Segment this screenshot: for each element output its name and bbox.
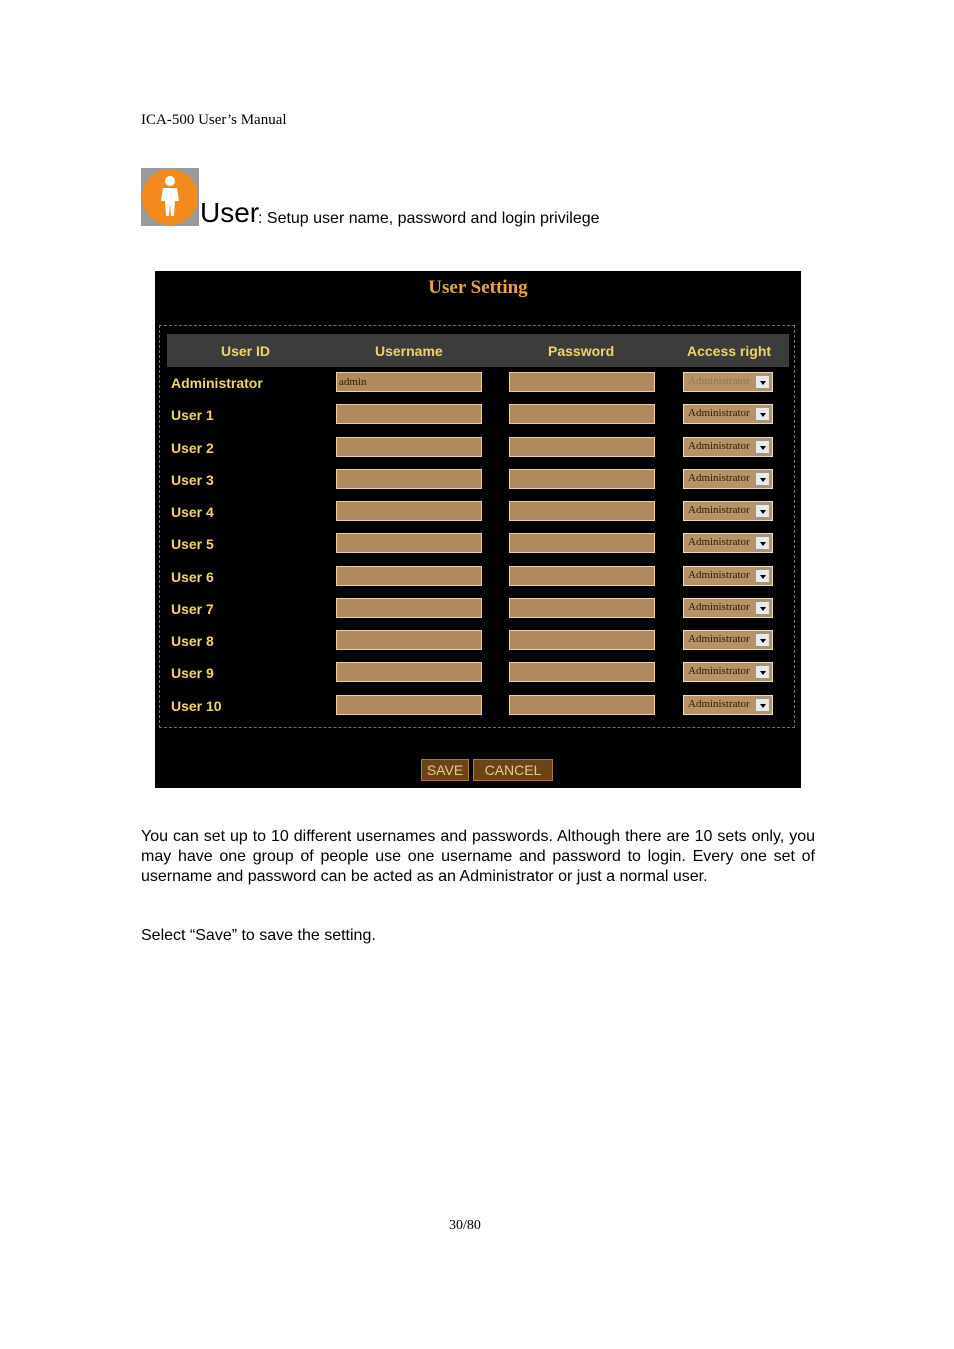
panel-title: User Setting [428,277,528,298]
section-title: User [200,197,260,228]
access-right-value: Administrator [688,536,750,548]
access-right-select[interactable] [683,598,773,618]
dropdown-button[interactable] [755,665,770,679]
access-right-value: Administrator [688,504,750,516]
access-right-select[interactable] [683,469,773,489]
dropdown-button [755,375,770,389]
chevron-down-icon [760,446,766,450]
access-right-value: Administrator [688,375,750,387]
user-id-label: User 9 [171,665,214,681]
user-id-label: User 8 [171,633,214,649]
password-input[interactable] [509,630,655,650]
user-id-label: User 1 [171,407,214,423]
column-header-username: Username [375,343,443,359]
table-row [155,598,801,622]
username-input[interactable] [336,501,482,521]
access-right-select[interactable] [683,533,773,553]
access-right-select[interactable] [683,695,773,715]
access-right-select[interactable] [683,501,773,521]
password-input[interactable] [509,695,655,715]
user-id-label: User 3 [171,472,214,488]
table-row [155,372,801,396]
column-header-user-id: User ID [221,343,271,359]
dropdown-button[interactable] [755,504,770,518]
username-input[interactable] [336,469,482,489]
username-input[interactable]: admin [336,372,482,392]
cancel-button[interactable]: CANCEL [473,759,553,781]
access-right-select[interactable] [683,404,773,424]
access-right-value: Administrator [688,633,750,645]
password-input[interactable] [509,662,655,682]
username-input[interactable] [336,566,482,586]
user-id-label: User 2 [171,440,214,456]
password-input[interactable] [509,598,655,618]
dropdown-button[interactable] [755,440,770,454]
access-right-value: Administrator [688,601,750,613]
access-right-select[interactable] [683,437,773,457]
table-row [155,533,801,557]
user-setting-panel [155,271,801,788]
table-row [155,566,801,590]
section-heading [141,168,841,228]
access-right-value: Administrator [688,569,750,581]
chevron-down-icon [760,510,766,514]
access-right-select [683,372,773,392]
access-right-value: Administrator [688,665,750,677]
user-id-label: User 10 [171,698,222,714]
chevron-down-icon [760,542,766,546]
dropdown-button[interactable] [755,698,770,712]
chevron-down-icon [760,671,766,675]
user-id-label: User 6 [171,569,214,585]
table-header [167,334,789,367]
chevron-down-icon [760,704,766,708]
dropdown-button[interactable] [755,536,770,550]
page-number: 30/80 [449,1218,481,1233]
person-icon [141,168,199,226]
access-right-value: Administrator [688,440,750,452]
dropdown-button[interactable] [755,472,770,486]
user-id-label: Administrator [171,375,263,391]
document-header: ICA-500 User’s Manual [141,112,287,128]
access-right-select[interactable] [683,662,773,682]
body-paragraph: You can set up to 10 different usernames and passwords. Although there are 10 sets only, you may have one group of people use one username and password to login. Every one set of username and password can be acted as an Administrator or just a normal user. [141,828,815,885]
access-right-value: Administrator [688,472,750,484]
chevron-down-icon [760,413,766,417]
access-right-select[interactable] [683,566,773,586]
dropdown-button[interactable] [755,633,770,647]
column-header-password: Password [548,343,615,359]
chevron-down-icon [760,639,766,643]
column-header-access-right: Access right [687,343,772,359]
user-id-label: User 4 [171,504,214,520]
username-input[interactable] [336,695,482,715]
username-input[interactable] [336,630,482,650]
section-description: : Setup user name, password and login privilege [258,210,600,227]
dropdown-button[interactable] [755,601,770,615]
body-paragraph-save: Select “Save” to save the setting. [141,927,376,944]
table-row [155,630,801,654]
password-input[interactable] [509,501,655,521]
user-id-label: User 5 [171,536,214,552]
dropdown-button[interactable] [755,569,770,583]
table-row [155,437,801,461]
save-button[interactable]: SAVE [421,759,469,781]
username-input[interactable] [336,662,482,682]
password-input[interactable] [509,404,655,424]
chevron-down-icon [760,575,766,579]
chevron-down-icon [760,381,766,385]
table-row [155,695,801,719]
access-right-select[interactable] [683,630,773,650]
access-right-value: Administrator [688,698,750,710]
password-input[interactable] [509,533,655,553]
table-row [155,404,801,428]
password-input[interactable] [509,372,655,392]
password-input[interactable] [509,566,655,586]
user-id-label: User 7 [171,601,214,617]
password-input[interactable] [509,469,655,489]
chevron-down-icon [760,478,766,482]
username-input[interactable] [336,437,482,457]
access-right-value: Administrator [688,407,750,419]
username-input[interactable] [336,404,482,424]
table-row [155,469,801,493]
password-input[interactable] [509,437,655,457]
username-input[interactable] [336,533,482,553]
table-row [155,501,801,525]
table-row [155,662,801,686]
username-input[interactable] [336,598,482,618]
dropdown-button[interactable] [755,407,770,421]
chevron-down-icon [760,607,766,611]
